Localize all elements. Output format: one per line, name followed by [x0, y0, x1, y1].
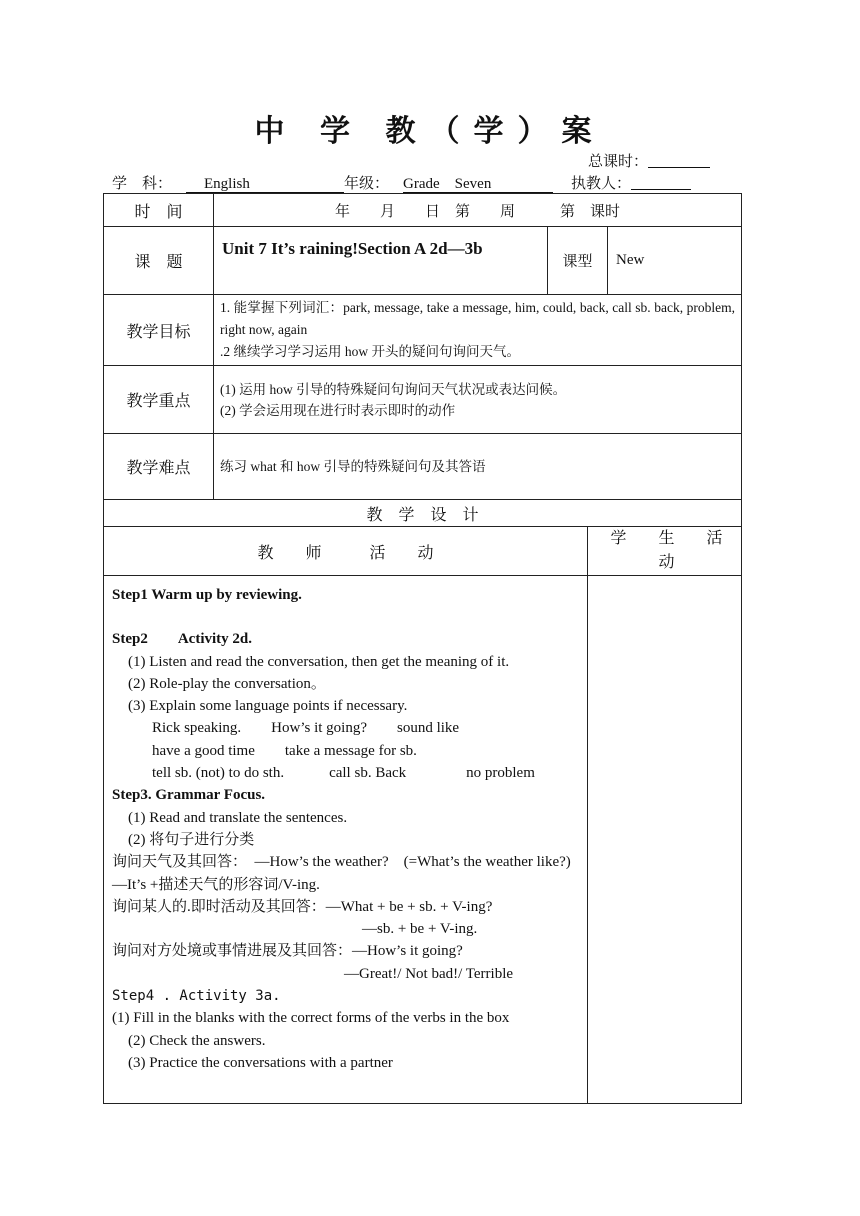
teacher-activity-label: 教 师 活 动 — [104, 527, 588, 576]
subject-value: English — [186, 177, 344, 193]
step1: Step1 Warm up by reviewing. — [112, 587, 302, 603]
step3-going-a: —Great!/ Not bad!/ Terrible — [344, 965, 514, 982]
focus-line-1: (1) 运用 how 引导的特殊疑问句询问天气状况或表达问候。 — [220, 381, 567, 397]
step4-item-3: (3) Practice the conversations with a partner — [128, 1054, 393, 1071]
step4: Step4 . Activity 3a. — [112, 988, 281, 1005]
step2-item-3: (3) Explain some language points if necessary. — [128, 698, 408, 715]
lesson-plan-table — [103, 193, 771, 1104]
focus-cell — [214, 366, 742, 434]
step2-phrases-2: have a good time take a message for sb. — [152, 742, 417, 759]
student-activity-content — [588, 576, 742, 1104]
teacher-blank — [631, 174, 691, 190]
goals-line-2: .2 继续学习学习运用 how 开头的疑问句询问天气。 — [220, 344, 520, 359]
step2-phrases-3: tell sb. (not) to do sth. call sb. Back no problem — [152, 765, 535, 782]
step3-item-2: (2) 将句子进行分类 — [128, 831, 255, 848]
topic-row — [104, 227, 742, 295]
time-row — [104, 194, 742, 227]
subject-label: 学 科： — [112, 176, 173, 192]
step3-going-q: 询问对方处境或事情进展及其回答：—How’s it going? — [112, 943, 463, 960]
teacher-activity-content — [104, 576, 588, 1104]
design-label: 教 学 设 计 — [104, 500, 742, 527]
grade-value: Grade Seven — [403, 177, 553, 193]
focus-row — [104, 366, 742, 434]
total-lessons — [588, 150, 710, 171]
grade-label: 年级： — [344, 176, 390, 192]
step4-item-2: (2) Check the answers. — [128, 1032, 266, 1049]
page-title: 中 学 教（学）案 — [254, 115, 606, 148]
activity-header-row — [104, 527, 742, 576]
total-lessons-label: 总课时： — [588, 154, 649, 170]
goals-cell — [214, 295, 742, 366]
total-lessons-blank — [648, 152, 710, 168]
focus-line-2: (2) 学会运用现在进行时表示即时的动作 — [220, 402, 456, 418]
focus-label: 教学重点 — [104, 366, 214, 434]
time-value: 年 月 日 第 周 第 课时 — [214, 194, 742, 227]
difficulty-value: 练习 what 和 how 引导的特殊疑问句及其答语 — [214, 434, 742, 500]
type-value: New — [608, 227, 742, 295]
goals-line-1: 1. 能掌握下列词汇：park, message, take a message, him, could, back, call sb. back, problem, right now, again — [220, 300, 736, 337]
topic-value: Unit 7 It’s raining!Section A 2d—3b — [214, 227, 548, 295]
step2-phrases-1: Rick speaking. How’s it going? sound like — [152, 720, 460, 737]
step3-item-1: (1) Read and translate the sentences. — [128, 809, 348, 826]
step3: Step3. Grammar Focus. — [112, 787, 266, 804]
difficulty-row — [104, 434, 742, 500]
student-activity-label: 学 生 活 动 — [588, 527, 742, 576]
step2-item-2: (2) Role-play the conversation。 — [128, 675, 326, 692]
step3-activity-a: —sb. + be + V-ing. — [362, 921, 478, 938]
goals-row — [104, 295, 742, 366]
topic-label: 课 题 — [104, 227, 214, 295]
step4-item-1: (1) Fill in the blanks with the correct forms of the verbs in the box — [112, 1010, 510, 1027]
header-meta-line — [112, 172, 691, 193]
teacher-label: 执教人： — [571, 176, 632, 192]
type-label: 课型 — [548, 227, 608, 295]
step2-item-1: (1) Listen and read the conversation, then get the meaning of it. — [128, 653, 510, 670]
time-label: 时 间 — [104, 194, 214, 227]
step3-weather: 询问天气及其回答： —How’s the weather? (=What’s the weather like?)—It’s +描述天气的形容词/V-ing. — [112, 854, 571, 893]
step3-activity-q: 询问某人的.即时活动及其回答：—What + be + sb. + V-ing? — [112, 898, 493, 915]
difficulty-label: 教学难点 — [104, 434, 214, 500]
content-row — [104, 576, 742, 1104]
goals-label: 教学目标 — [104, 295, 214, 366]
step2: Step2 Activity 2d. — [112, 631, 252, 648]
design-row — [104, 500, 742, 527]
